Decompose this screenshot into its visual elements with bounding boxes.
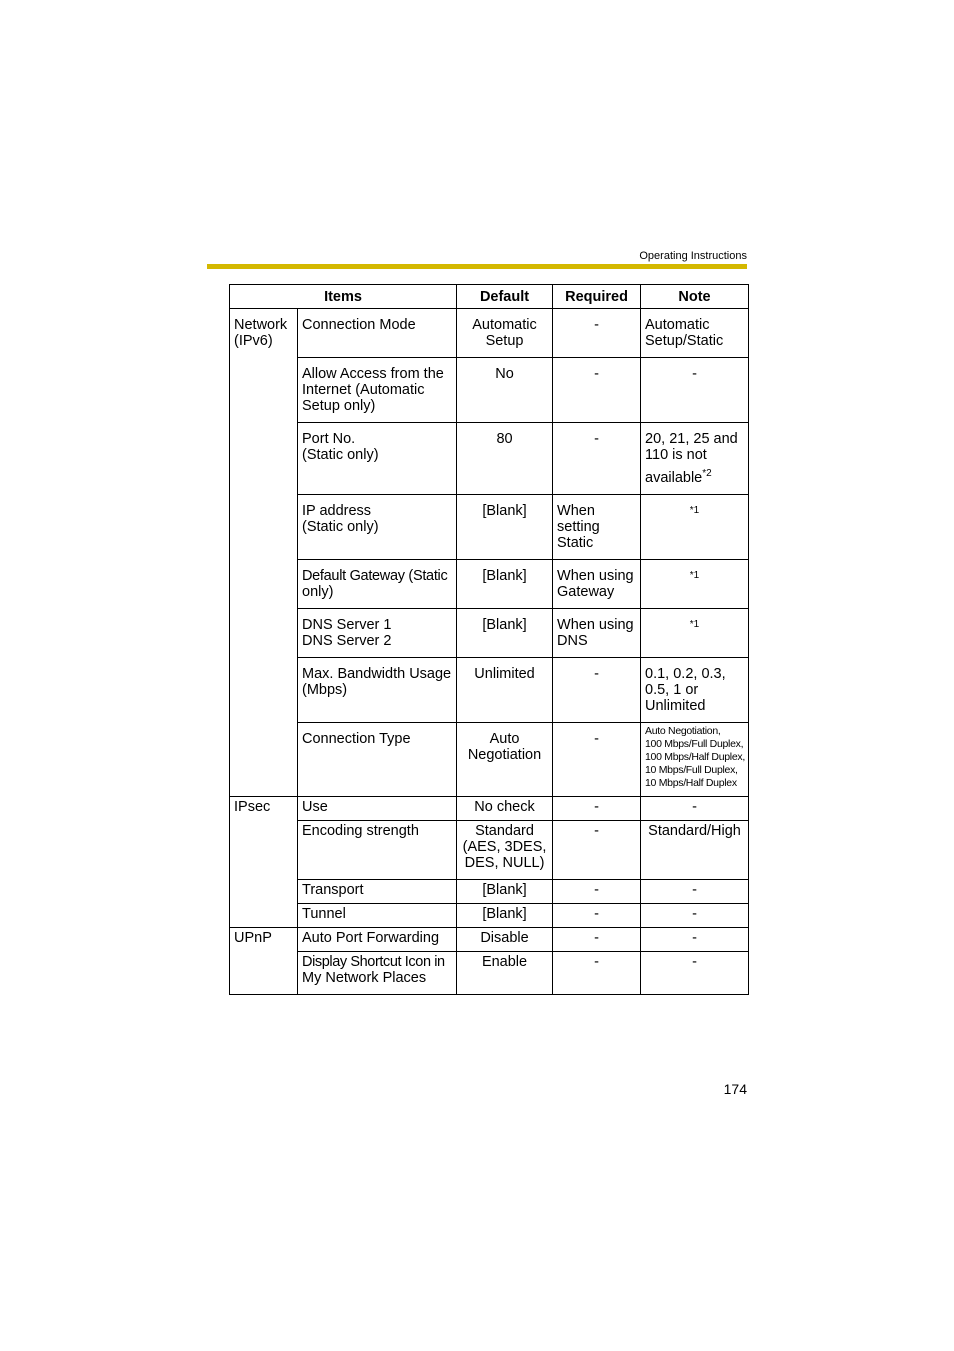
column-header-required: Required bbox=[553, 285, 641, 309]
required-cell bbox=[553, 358, 641, 423]
default-cell bbox=[457, 423, 553, 495]
header-divider bbox=[207, 264, 747, 269]
default-text: Setup bbox=[485, 333, 524, 349]
table-row bbox=[230, 796, 749, 820]
table-row bbox=[230, 608, 749, 657]
note-cell bbox=[641, 309, 749, 358]
default-cell bbox=[457, 722, 553, 796]
item-text: Auto Port Forwarding bbox=[302, 929, 440, 946]
required-text: - bbox=[594, 730, 599, 747]
default-text: [Blank] bbox=[482, 567, 527, 584]
required-cell bbox=[553, 309, 641, 358]
required-cell bbox=[553, 951, 641, 994]
default-cell bbox=[457, 494, 553, 559]
table-row bbox=[230, 951, 749, 994]
item-cell bbox=[298, 951, 457, 994]
item-text: Transport bbox=[302, 881, 364, 898]
default-cell bbox=[457, 903, 553, 927]
note-text: Auto Negotiation, bbox=[645, 724, 721, 737]
required-text: - bbox=[594, 798, 599, 815]
item-text: Connection Type bbox=[302, 730, 411, 747]
item-text: DNS Server 1 bbox=[302, 616, 392, 633]
required-text: When using bbox=[557, 567, 634, 584]
note-text: 0.5, 1 or bbox=[645, 681, 699, 698]
item-text: Use bbox=[302, 798, 328, 815]
required-text: - bbox=[594, 929, 599, 946]
group-label: Network bbox=[234, 317, 288, 333]
required-cell bbox=[553, 494, 641, 559]
required-text: - bbox=[594, 822, 599, 839]
required-text: When bbox=[557, 502, 595, 519]
required-text: - bbox=[594, 431, 599, 447]
default-text: [Blank] bbox=[482, 616, 527, 633]
footnote-marker: *1 bbox=[689, 569, 700, 581]
group-label: UPnP bbox=[234, 929, 272, 946]
required-text: - bbox=[594, 366, 599, 382]
default-text: 80 bbox=[496, 431, 513, 447]
item-cell bbox=[298, 657, 457, 722]
note-text: 20, 21, 25 and bbox=[645, 431, 738, 447]
item-text: Connection Mode bbox=[302, 317, 416, 333]
item-cell bbox=[298, 494, 457, 559]
default-cell bbox=[457, 951, 553, 994]
table-row bbox=[230, 722, 749, 796]
required-text: DNS bbox=[557, 632, 588, 649]
required-text: - bbox=[594, 953, 599, 970]
item-cell bbox=[298, 796, 457, 820]
required-cell bbox=[553, 559, 641, 608]
table-row bbox=[230, 903, 749, 927]
note-text: 110 is not bbox=[645, 447, 707, 463]
required-text: Gateway bbox=[557, 583, 615, 600]
note-text: Setup/Static bbox=[645, 333, 724, 349]
item-cell bbox=[298, 903, 457, 927]
note-text: available bbox=[645, 469, 703, 486]
default-text: Negotiation bbox=[467, 746, 542, 763]
note-text: 10 Mbps/Full Duplex, bbox=[645, 763, 738, 776]
table-row bbox=[230, 494, 749, 559]
item-text: Setup only) bbox=[302, 398, 376, 414]
default-cell bbox=[457, 358, 553, 423]
item-cell bbox=[298, 927, 457, 951]
note-cell bbox=[641, 423, 749, 495]
note-cell bbox=[641, 559, 749, 608]
default-cell bbox=[457, 608, 553, 657]
table-row bbox=[230, 820, 749, 879]
note-cell bbox=[641, 608, 749, 657]
default-text: Auto bbox=[489, 730, 520, 747]
table-row bbox=[230, 358, 749, 423]
default-text: Unlimited bbox=[474, 665, 535, 682]
item-cell bbox=[298, 358, 457, 423]
item-cell bbox=[298, 608, 457, 657]
note-text: 100 Mbps/Half Duplex, bbox=[645, 750, 745, 763]
default-text: (AES, 3DES, bbox=[462, 838, 547, 855]
footnote-marker: *1 bbox=[689, 504, 700, 516]
note-cell bbox=[641, 879, 749, 903]
item-text: My Network Places bbox=[302, 969, 427, 986]
required-cell bbox=[553, 722, 641, 796]
required-cell bbox=[553, 657, 641, 722]
column-header-default: Default bbox=[457, 285, 553, 309]
item-text: Allow Access from the bbox=[302, 366, 444, 382]
item-cell bbox=[298, 559, 457, 608]
default-text: Disable bbox=[480, 929, 529, 946]
item-cell bbox=[298, 820, 457, 879]
default-cell bbox=[457, 309, 553, 358]
table-row bbox=[230, 309, 749, 358]
note-cell bbox=[641, 796, 749, 820]
note-cell bbox=[641, 927, 749, 951]
note-cell bbox=[641, 494, 749, 559]
item-text: (Mbps) bbox=[302, 681, 348, 698]
default-text: [Blank] bbox=[482, 502, 527, 519]
note-cell bbox=[641, 722, 749, 796]
note-text: - bbox=[692, 881, 697, 898]
page-number: 174 bbox=[723, 1081, 747, 1097]
required-cell bbox=[553, 796, 641, 820]
item-text: (Static only) bbox=[302, 447, 379, 463]
required-cell bbox=[553, 903, 641, 927]
item-text: Tunnel bbox=[302, 905, 346, 922]
default-cell bbox=[457, 559, 553, 608]
table-header-row bbox=[230, 285, 749, 309]
required-text: - bbox=[594, 317, 599, 333]
note-cell bbox=[641, 820, 749, 879]
table-row bbox=[230, 657, 749, 722]
note-cell bbox=[641, 657, 749, 722]
settings-table bbox=[229, 284, 749, 995]
note-text: Automatic bbox=[645, 317, 710, 333]
table-row bbox=[230, 423, 749, 495]
group-cell-upnp bbox=[230, 927, 298, 994]
group-label: (IPv6) bbox=[234, 333, 273, 349]
default-text: Enable bbox=[481, 953, 528, 970]
item-text: Port No. bbox=[302, 431, 356, 447]
default-text: [Blank] bbox=[482, 905, 527, 922]
footnote-marker: *2 bbox=[702, 468, 712, 479]
table-row bbox=[230, 879, 749, 903]
required-text: - bbox=[594, 905, 599, 922]
default-text: No check bbox=[474, 798, 535, 815]
item-text: Max. Bandwidth Usage bbox=[302, 665, 452, 682]
item-text: Encoding strength bbox=[302, 822, 419, 839]
default-cell bbox=[457, 879, 553, 903]
column-header-items: Items bbox=[230, 285, 457, 309]
note-text: Standard/High bbox=[648, 822, 741, 839]
required-cell bbox=[553, 608, 641, 657]
note-text: Unlimited bbox=[645, 697, 706, 714]
item-text: only) bbox=[302, 583, 334, 600]
required-text: - bbox=[594, 665, 599, 682]
required-cell bbox=[553, 879, 641, 903]
default-text: DES, NULL) bbox=[464, 854, 545, 871]
note-text: - bbox=[692, 366, 697, 382]
default-cell bbox=[457, 657, 553, 722]
default-cell bbox=[457, 927, 553, 951]
default-text: Standard bbox=[475, 822, 534, 839]
note-text: - bbox=[692, 953, 697, 970]
required-text: - bbox=[594, 881, 599, 898]
item-text: DNS Server 2 bbox=[302, 632, 392, 649]
group-label: IPsec bbox=[234, 798, 271, 815]
item-cell bbox=[298, 722, 457, 796]
default-cell bbox=[457, 796, 553, 820]
default-text: [Blank] bbox=[482, 881, 527, 898]
table-row bbox=[230, 559, 749, 608]
item-cell bbox=[298, 423, 457, 495]
item-text: IP address bbox=[302, 502, 372, 519]
table-row bbox=[230, 927, 749, 951]
required-text: When using bbox=[557, 616, 634, 633]
note-cell bbox=[641, 951, 749, 994]
item-text: Display Shortcut Icon in bbox=[302, 953, 445, 970]
note-text: - bbox=[692, 798, 697, 815]
note-cell bbox=[641, 903, 749, 927]
note-cell bbox=[641, 358, 749, 423]
item-cell bbox=[298, 879, 457, 903]
item-text: (Static only) bbox=[302, 518, 379, 535]
required-cell bbox=[553, 423, 641, 495]
required-text: Static bbox=[557, 534, 594, 551]
column-header-note: Note bbox=[641, 285, 749, 309]
default-text: No bbox=[495, 366, 514, 382]
required-cell bbox=[553, 927, 641, 951]
item-text: Default Gateway (Static bbox=[302, 567, 448, 584]
note-text: 100 Mbps/Full Duplex, bbox=[645, 737, 744, 750]
required-cell bbox=[553, 820, 641, 879]
default-text: Automatic bbox=[472, 317, 537, 333]
note-text: - bbox=[692, 905, 697, 922]
group-cell-ipsec bbox=[230, 796, 298, 927]
note-text: 0.1, 0.2, 0.3, bbox=[645, 665, 726, 682]
group-cell-network bbox=[230, 309, 298, 797]
footnote-marker: *1 bbox=[689, 618, 700, 630]
header-title: Operating Instructions bbox=[639, 250, 747, 262]
required-text: setting bbox=[557, 518, 600, 535]
default-cell bbox=[457, 820, 553, 879]
note-text: - bbox=[692, 929, 697, 946]
item-text: Internet (Automatic bbox=[302, 382, 425, 398]
note-text: 10 Mbps/Half Duplex bbox=[645, 776, 737, 789]
item-cell bbox=[298, 309, 457, 358]
